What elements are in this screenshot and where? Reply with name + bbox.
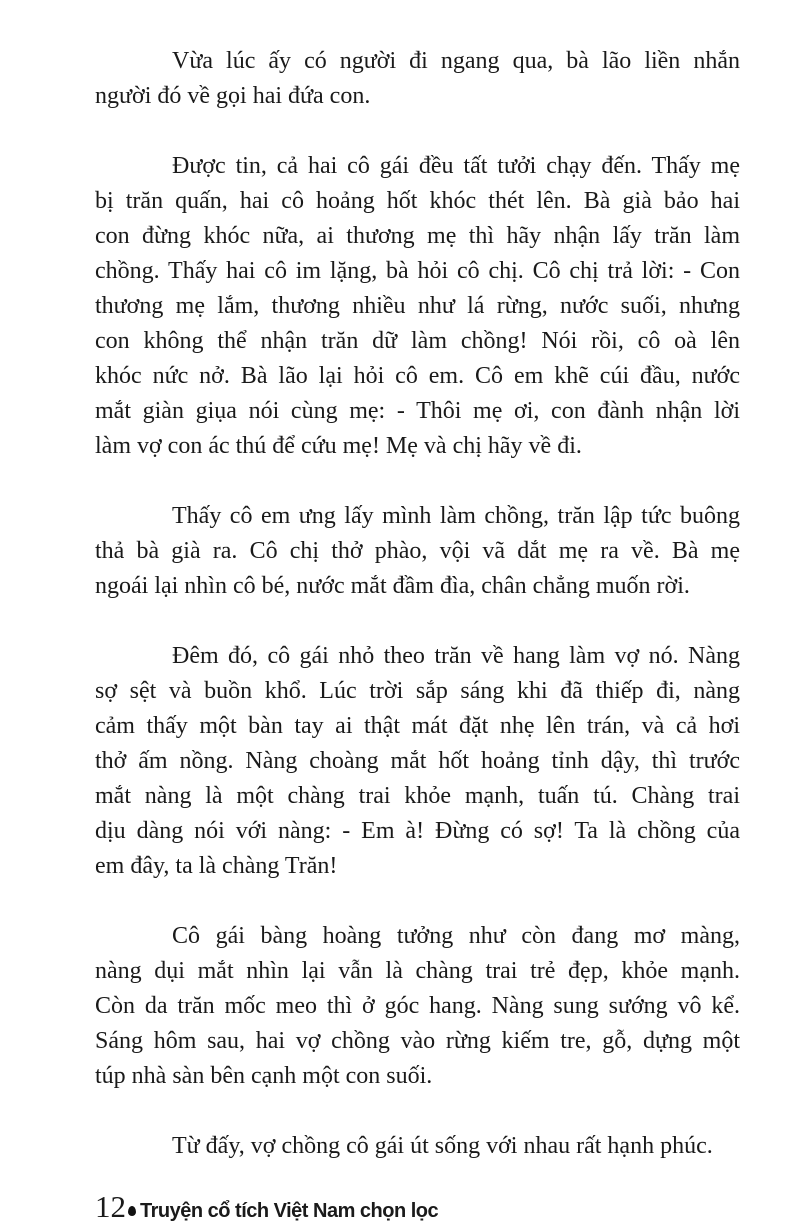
text-line: mắt nàng là một chàng trai khỏe mạnh, tuấn tú. Chàng trai [95, 783, 740, 809]
text-line: Vừa lúc ấy có người đi ngang qua, bà lão liền nhắn [172, 48, 740, 74]
drop-ornament-icon [128, 1206, 136, 1216]
paragraph [95, 639, 740, 884]
paragraph [95, 149, 740, 464]
page-number: 12 [95, 1189, 126, 1224]
text-line: Được tin, cả hai cô gái đều tất tưởi chạy đến. Thấy mẹ [172, 153, 740, 179]
paragraph [95, 499, 740, 604]
text-line: thương mẹ lắm, thương nhiều như lá rừng, nước suối, nhưng [95, 293, 740, 319]
paragraph [95, 44, 740, 114]
book-title: Truyện cổ tích Việt Nam chọn lọc [140, 1200, 439, 1222]
text-line: Còn da trăn mốc meo thì ở góc hang. Nàng sung sướng vô kể. [95, 993, 740, 1019]
text-line: Sáng hôm sau, hai vợ chồng vào rừng kiếm tre, gỗ, dựng một [95, 1028, 740, 1054]
text-line: khóc nức nở. Bà lão lại hỏi cô em. Cô em khẽ cúi đầu, nước [95, 363, 740, 389]
text-line: cảm thấy một bàn tay ai thật mát đặt nhẹ lên trán, và cả hơi [95, 713, 740, 739]
text-line: Từ đấy, vợ chồng cô gái út sống với nhau rất hạnh phúc. [172, 1133, 713, 1159]
text-line: mắt giàn giụa nói cùng mẹ: - Thôi mẹ ơi, con đành nhận lời [95, 398, 740, 424]
paragraph [95, 919, 740, 1094]
body-text [95, 44, 740, 1164]
text-line: túp nhà sàn bên cạnh một con suối. [95, 1063, 433, 1089]
text-line: bị trăn quấn, hai cô hoảng hốt khóc thét lên. Bà già bảo hai [95, 188, 740, 214]
paragraph [95, 1129, 740, 1164]
text-line: ngoái lại nhìn cô bé, nước mắt đầm đìa, chân chẳng muốn rời. [95, 573, 690, 599]
text-line: làm vợ con ác thú để cứu mẹ! Mẹ và chị hãy về đi. [95, 433, 582, 459]
text-line: dịu dàng nói với nàng: - Em à! Đừng có sợ! Ta là chồng của [95, 818, 740, 844]
text-line: thở ấm nồng. Nàng choàng mắt hốt hoảng tỉnh dậy, thì trước [95, 748, 740, 774]
text-line: Thấy cô em ưng lấy mình làm chồng, trăn lập tức buông [172, 503, 740, 529]
text-line: em đây, ta là chàng Trăn! [95, 853, 338, 879]
text-line: Cô gái bàng hoàng tưởng như còn đang mơ màng, [172, 923, 740, 949]
text-line: thả bà già ra. Cô chị thở phào, vội vã dắt mẹ ra về. Bà mẹ [95, 538, 740, 564]
text-line: Đêm đó, cô gái nhỏ theo trăn về hang làm vợ nó. Nàng [172, 643, 740, 669]
text-line: con đừng khóc nữa, ai thương mẹ thì hãy nhận lấy trăn làm [95, 223, 740, 249]
page-footer [95, 1189, 740, 1225]
text-line: người đó về gọi hai đứa con. [95, 83, 371, 109]
text-line: chồng. Thấy hai cô im lặng, bà hỏi cô chị. Cô chị trả lời: - Con [95, 258, 740, 284]
text-line: nàng dụi mắt nhìn lại vẫn là chàng trai trẻ đẹp, khỏe mạnh. [95, 958, 740, 984]
text-line: con không thể nhận trăn dữ làm chồng! Nói rồi, cô oà lên [95, 328, 740, 354]
text-line: sợ sệt và buồn khổ. Lúc trời sắp sáng khi đã thiếp đi, nàng [95, 678, 740, 704]
